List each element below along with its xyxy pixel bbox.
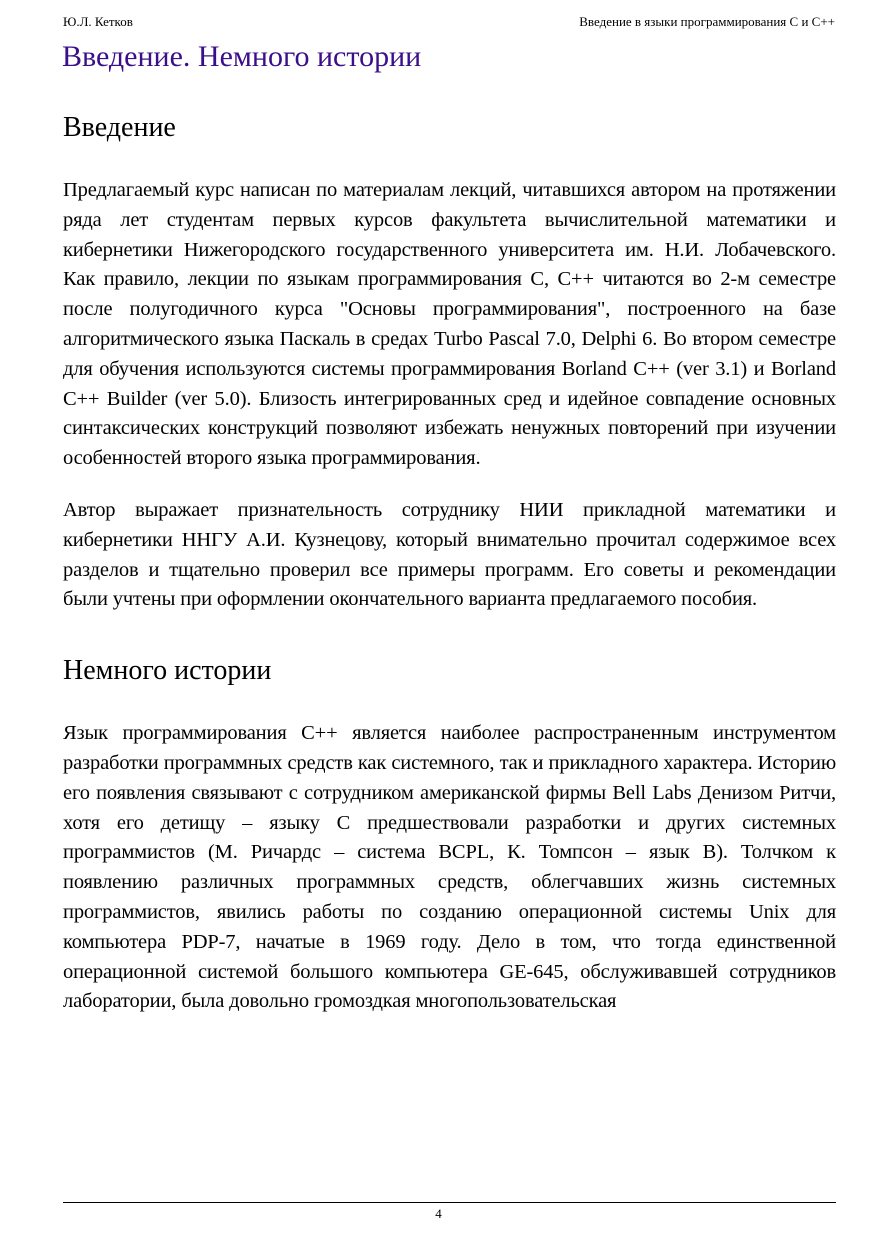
section-heading-introduction: Введение: [63, 112, 176, 143]
page-number: 4: [435, 1206, 442, 1221]
paragraph-history: Язык программирования С++ является наиболее распространенным инструментом разработки программных средств как системного, так и прикладного характера. Историю его появления связывают с сотрудником американской фирмы Bell Labs Денизом Ритчи, хотя его детищу – языку С предшествовали разработки и других системных программистов (М. Ричардс – система BCPL, К. Томпсон – язык В). Толчком к появлению различных программных средств, облегчавших жизнь системных программистов, явились работы по созданию операционной системы Unix для компьютера PDP-7, начатые в 1969 году. Дело в том, что тогда единственной операционной системой большого компьютера GE-645, обслуживавшей сотрудников лаборатории, была довольно громоздкая многопользовательская: [63, 722, 836, 1013]
chapter-title: Введение. Немного истории: [62, 40, 422, 73]
header-author: Ю.Л. Кетков: [63, 14, 133, 29]
header-book-title: Введение в языки программирования С и С++: [579, 14, 835, 29]
section-heading-history: Немного истории: [63, 655, 272, 687]
footer-rule: [63, 1202, 836, 1203]
paragraph-course-description: Предлагаемый курс написан по материалам лекций, читавшихся автором на протяжении ряда лет студентам первых курсов факультета вычислительной математики и кибернетики Нижегородского государственного университета им. Н.И. Лобачевского. Как правило, лекции по языкам программирования С, С++ читаются во 2-м семестре после полугодичного курса "Основы программирования", построенного на базе алгоритмического языка Паскаль в средах Turbo Pascal 7.0, Delphi 6. Во втором семестре для обучения используются системы программирования Borland C++ (ver 3.1) и Borland C++ Builder (ver 5.0). Близость интегрированных сред и идейное совпадение основных синтаксических конструкций позволяют избежать ненужных повторений при изучении особенностей второго языка программирования.: [63, 179, 836, 470]
paragraph-acknowledgement: Автор выражает признательность сотруднику НИИ прикладной математики и кибернетики ННГУ А.И. Кузнецову, который внимательно прочитал содержимое всех разделов и тщательно проверил все примеры программ. Его советы и рекомендации были учтены при оформлении окончательного варианта предлагаемого пособия.: [63, 498, 836, 611]
page-content: [63, 108, 836, 1017]
